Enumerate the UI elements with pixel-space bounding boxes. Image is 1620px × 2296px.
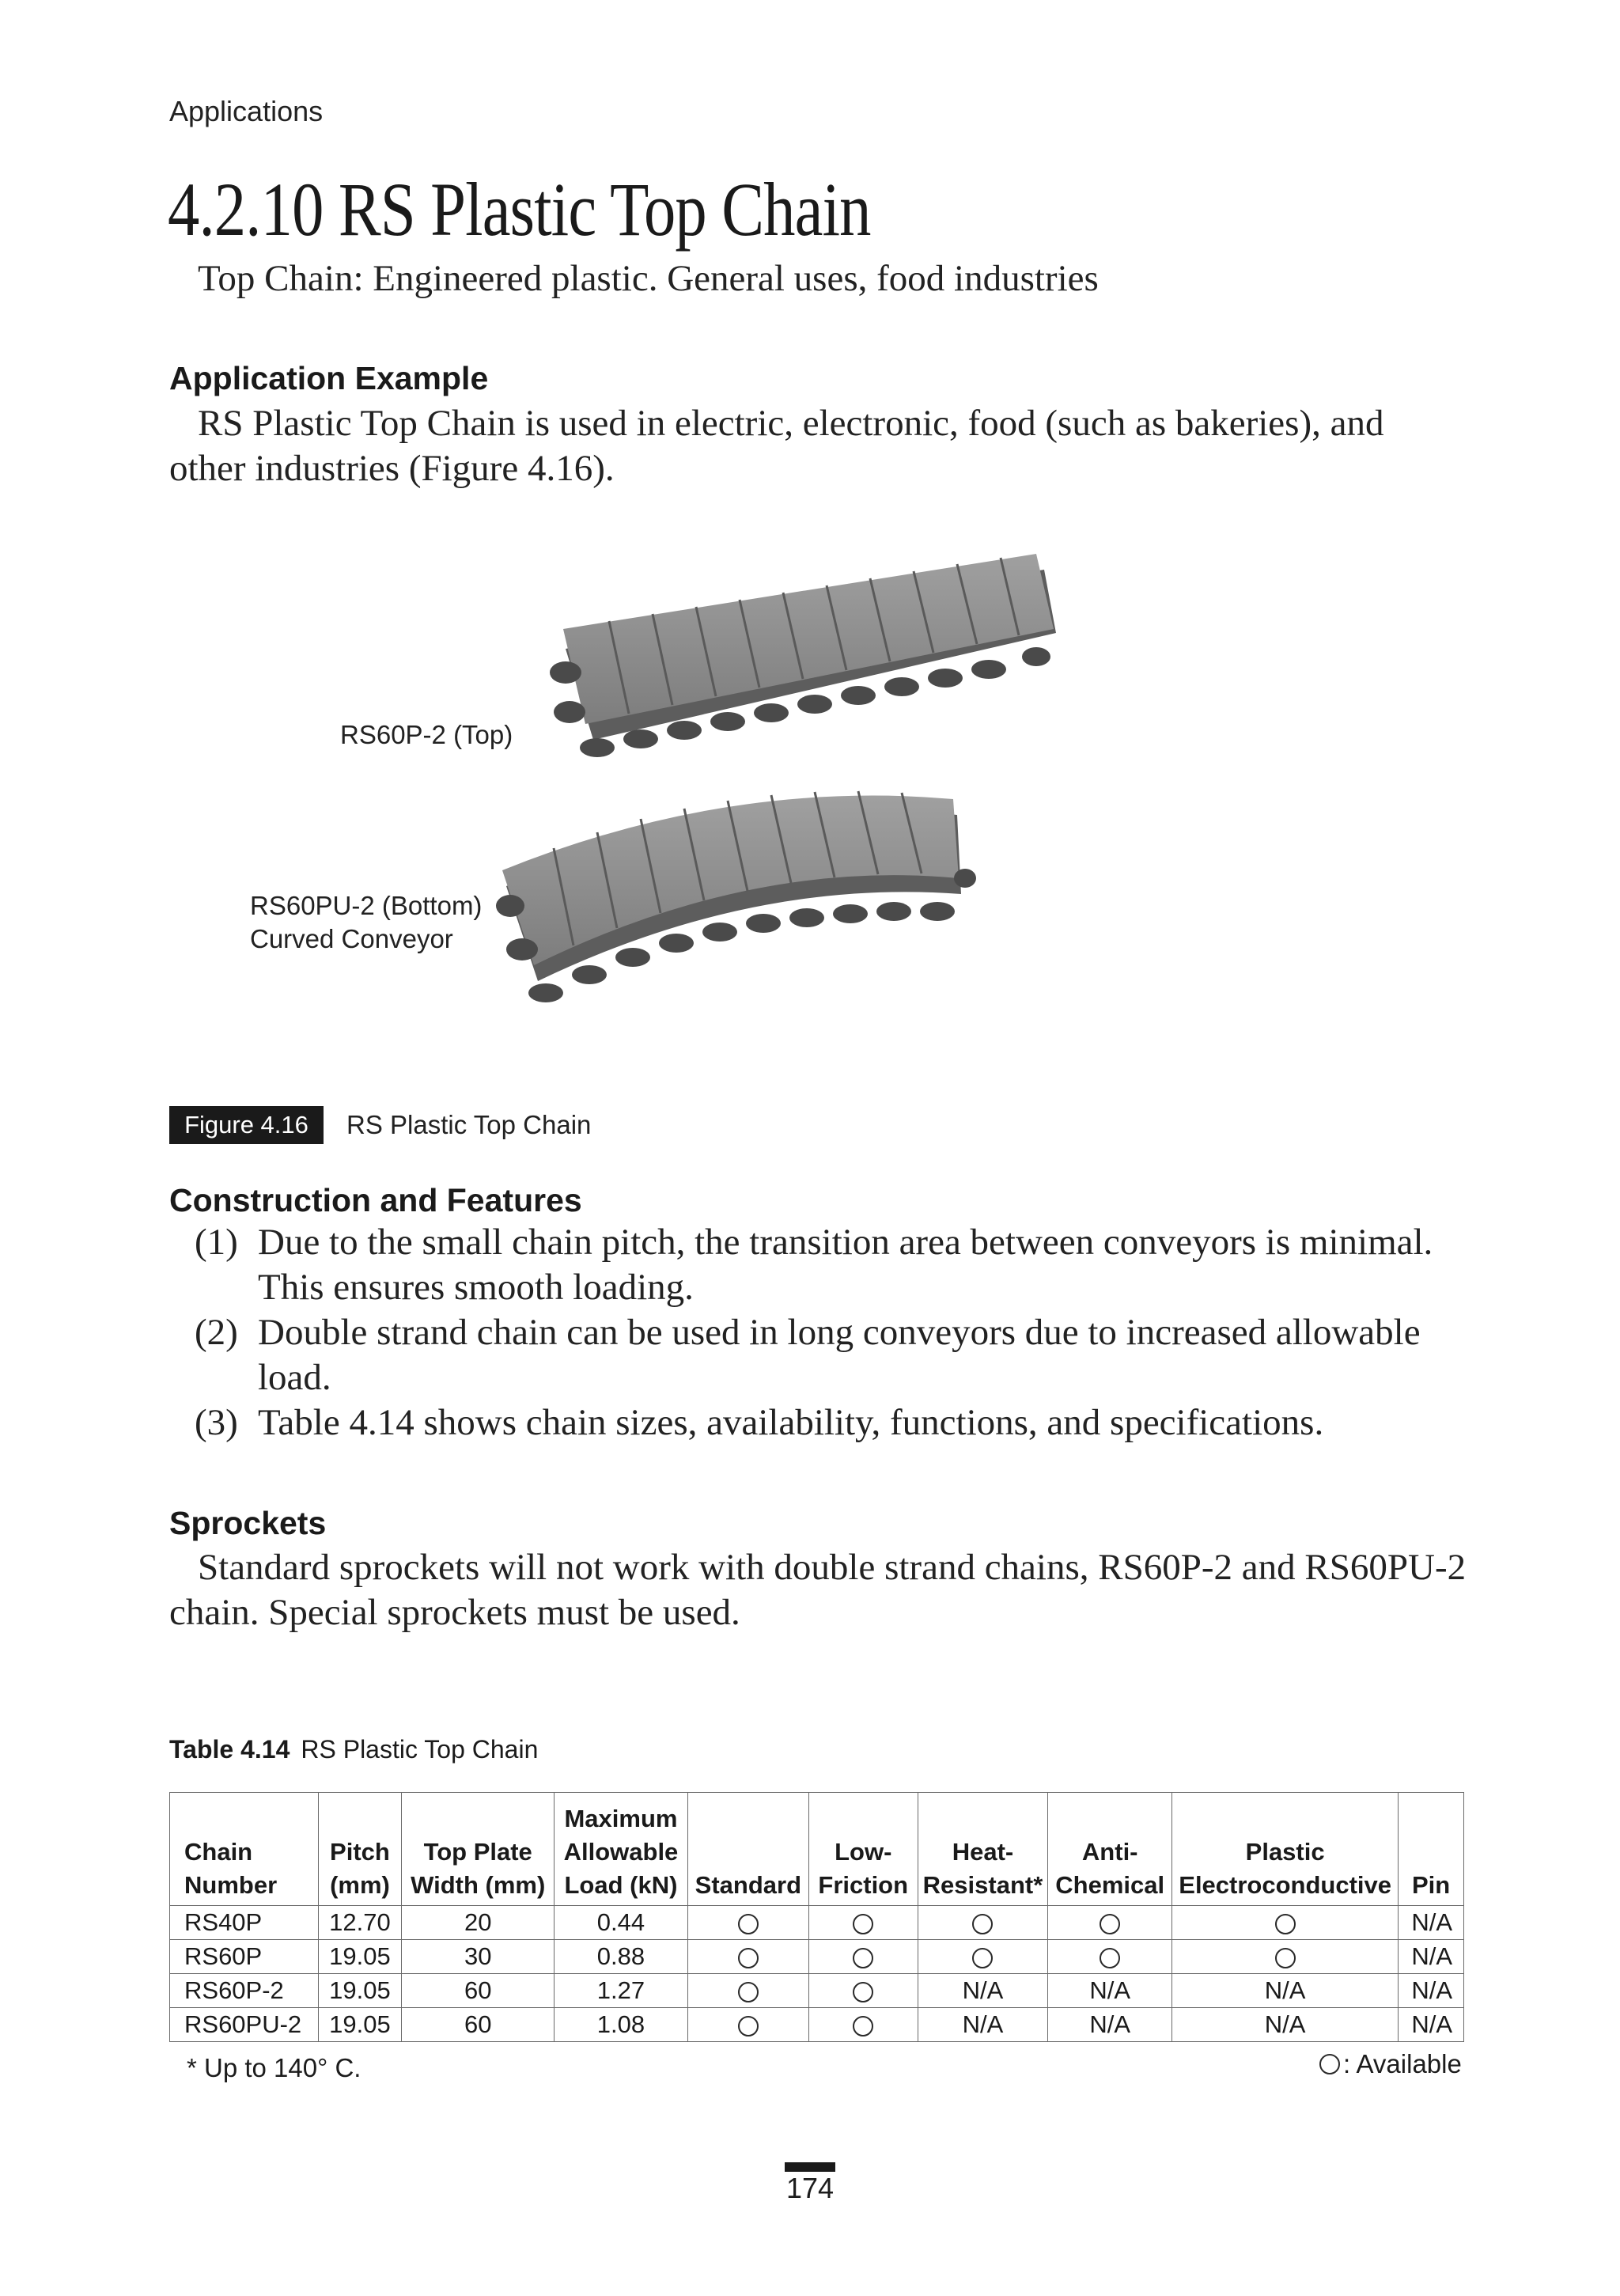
available-circle-icon	[972, 1914, 993, 1934]
cell-load: 1.08	[555, 2008, 688, 2042]
chain-bottom-image	[496, 791, 976, 1002]
sprockets-heading: Sprockets	[169, 1505, 327, 1541]
col-header-load: Maximum Allowable Load (kN)	[555, 1793, 688, 1906]
table-caption	[169, 1735, 538, 1764]
available-circle-icon	[1100, 1948, 1120, 1968]
col-header-electroconductive: Plastic Electroconductive	[1172, 1793, 1399, 1906]
chain-figure	[490, 554, 1092, 1044]
col-header-pin: Pin	[1399, 1793, 1464, 1906]
cell-standard	[687, 1974, 808, 2008]
application-example-text: RS Plastic Top Chain is used in electric, electronic, food (such as bakeries), and other industries (Figure 4.16).	[169, 403, 1384, 489]
spec-table	[169, 1792, 1464, 2042]
cell-low	[808, 1940, 918, 1974]
cell-width: 60	[402, 2008, 555, 2042]
available-circle-icon	[853, 2016, 873, 2036]
available-circle-icon	[738, 1948, 759, 1968]
application-example-heading: Application Example	[169, 360, 489, 396]
available-circle-icon	[972, 1948, 993, 1968]
cell-heat: N/A	[918, 1974, 1048, 2008]
cell-anti	[1048, 1940, 1172, 1974]
cell-pitch: 19.05	[318, 1974, 402, 2008]
cell-anti: N/A	[1048, 2008, 1172, 2042]
page-number-bar	[785, 2162, 835, 2172]
available-circle-icon	[738, 1982, 759, 2002]
cell-standard	[687, 1906, 808, 1940]
available-circle-icon	[738, 2016, 759, 2036]
list-item-number: (3)	[195, 1402, 238, 1443]
cell-load: 1.27	[555, 1974, 688, 2008]
cell-standard	[687, 2008, 808, 2042]
cell-chain: RS60P	[170, 1940, 319, 1974]
available-circle-icon	[1319, 2054, 1340, 2074]
cell-anti: N/A	[1048, 1974, 1172, 2008]
cell-pin: N/A	[1399, 2008, 1464, 2042]
cell-plastic: N/A	[1172, 2008, 1399, 2042]
cell-width: 20	[402, 1906, 555, 1940]
cell-load: 0.44	[555, 1906, 688, 1940]
sprockets-text: Standard sprockets will not work with double strand chains, RS60P-2 and RS60PU-2 chain. Special sprockets must be used.	[169, 1547, 1467, 1633]
figure-caption: RS Plastic Top Chain	[346, 1110, 592, 1139]
cell-plastic: N/A	[1172, 1974, 1399, 2008]
section-subtitle: Top Chain: Engineered plastic. General uses, food industries	[198, 258, 1099, 299]
col-header-width: Top Plate Width (mm)	[402, 1793, 555, 1906]
col-header-chain: Chain Number	[170, 1793, 319, 1906]
table-caption-label: Table 4.14	[169, 1735, 290, 1764]
cell-heat: N/A	[918, 2008, 1048, 2042]
cell-plastic	[1172, 1906, 1399, 1940]
construction-list	[195, 1220, 1492, 1445]
figure-label-bottom-line2: Curved Conveyor	[250, 924, 453, 953]
page-number: 174	[785, 2172, 835, 2204]
available-circle-icon	[1100, 1914, 1120, 1934]
available-circle-icon	[853, 1914, 873, 1934]
cell-chain: RS60P-2	[170, 1974, 319, 2008]
cell-standard	[687, 1940, 808, 1974]
available-circle-icon	[853, 1982, 873, 2002]
col-header-low-friction: Low- Friction	[808, 1793, 918, 1906]
running-head: Applications	[169, 95, 324, 127]
table-row	[170, 1906, 1464, 1940]
cell-anti	[1048, 1906, 1172, 1940]
figure-label-top: RS60P-2 (Top)	[340, 720, 513, 749]
cell-heat	[918, 1906, 1048, 1940]
table-row	[170, 1974, 1464, 2008]
list-item	[195, 1220, 1492, 1310]
figure-tag: Figure 4.16	[169, 1106, 324, 1144]
list-item-text: Double strand chain can be used in long conveyors due to increased allowable load.	[258, 1312, 1421, 1398]
chain-top-image	[550, 554, 1056, 757]
available-circle-icon	[1275, 1914, 1296, 1934]
cell-low	[808, 1906, 918, 1940]
available-circle-icon	[1275, 1948, 1296, 1968]
table-footnote: * Up to 140° C.	[187, 2053, 361, 2082]
col-header-heat-resistant: Heat- Resistant*	[918, 1793, 1048, 1906]
cell-pin: N/A	[1399, 1940, 1464, 1974]
construction-heading: Construction and Features	[169, 1182, 582, 1218]
section-title: 4.2.10 RS Plastic Top Chain	[168, 167, 871, 252]
list-item-text: Due to the small chain pitch, the transition area between conveyors is minimal. This ensures smooth loading.	[258, 1222, 1433, 1308]
list-item-number: (1)	[195, 1222, 238, 1263]
table-row	[170, 1940, 1464, 1974]
cell-width: 60	[402, 1974, 555, 2008]
col-header-pitch: Pitch (mm)	[318, 1793, 402, 1906]
cell-low	[808, 1974, 918, 2008]
list-item-text: Table 4.14 shows chain sizes, availability, functions, and specifications.	[258, 1402, 1324, 1443]
list-item	[195, 1400, 1492, 1445]
cell-chain: RS40P	[170, 1906, 319, 1940]
table-legend-text: : Available	[1343, 2049, 1462, 2078]
col-header-anti-chemical: Anti- Chemical	[1048, 1793, 1172, 1906]
figure-label-bottom-line1: RS60PU-2 (Bottom)	[250, 891, 483, 920]
cell-low	[808, 2008, 918, 2042]
cell-heat	[918, 1940, 1048, 1974]
col-header-standard: Standard	[687, 1793, 808, 1906]
cell-load: 0.88	[555, 1940, 688, 1974]
table-caption-text: RS Plastic Top Chain	[301, 1735, 539, 1764]
table-legend	[1319, 2049, 1462, 2079]
available-circle-icon	[738, 1914, 759, 1934]
cell-pin: N/A	[1399, 1906, 1464, 1940]
list-item	[195, 1310, 1492, 1400]
table-row	[170, 2008, 1464, 2042]
cell-chain: RS60PU-2	[170, 2008, 319, 2042]
cell-plastic	[1172, 1940, 1399, 1974]
available-circle-icon	[853, 1948, 873, 1968]
list-item-number: (2)	[195, 1312, 238, 1353]
table-header-row	[170, 1793, 1464, 1906]
cell-pitch: 19.05	[318, 1940, 402, 1974]
cell-width: 30	[402, 1940, 555, 1974]
cell-pitch: 19.05	[318, 2008, 402, 2042]
cell-pin: N/A	[1399, 1974, 1464, 2008]
cell-pitch: 12.70	[318, 1906, 402, 1940]
